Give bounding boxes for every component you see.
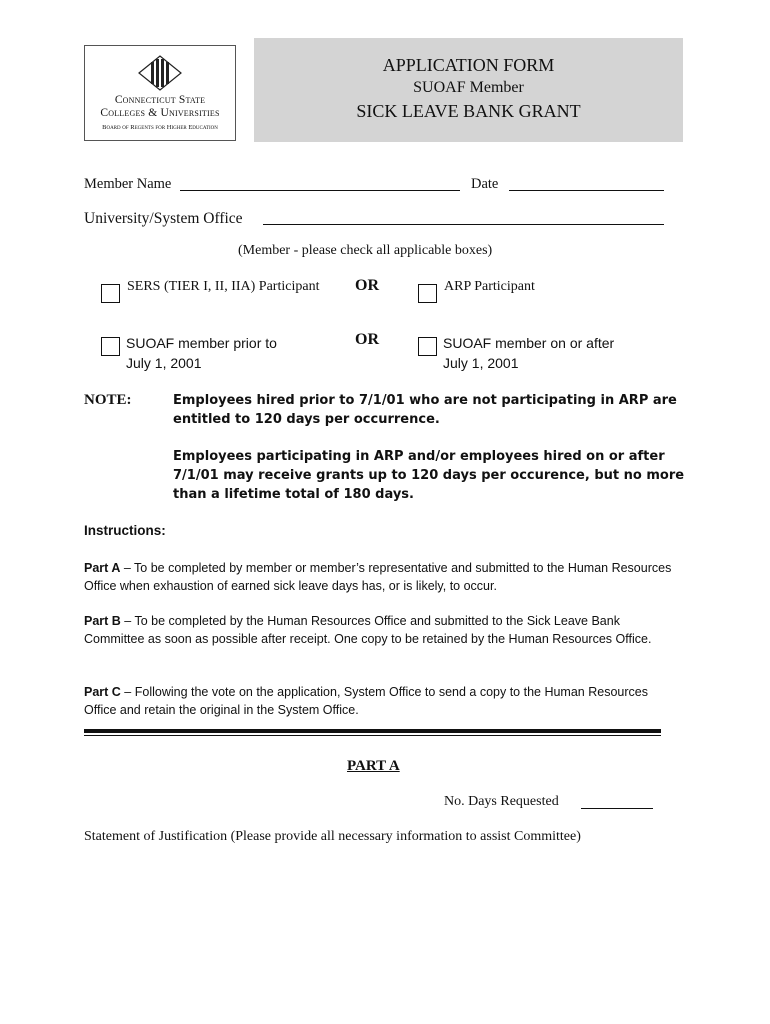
after-2001-line1: SUOAF member on or after <box>443 335 615 351</box>
part-b-instruction <box>84 613 679 648</box>
note-label: NOTE: <box>84 392 132 408</box>
justification-field[interactable] <box>84 852 664 1012</box>
logo-line2: Colleges & Universities <box>100 107 220 119</box>
part-a-title: PART A <box>347 758 400 774</box>
check-instruction: (Member - please check all applicable boxes) <box>238 243 493 258</box>
part-b-instruction-text: – To be completed by the Human Resources Office and submitted to the Sick Leave Bank Committee as soon as possible after receipt. One copy to be retained by the Human Resources Office. <box>84 614 652 646</box>
university-label: University/System Office <box>84 210 243 227</box>
logo-line3: Board of Regents for Higher Education <box>102 124 218 131</box>
part-a-instruction <box>84 560 679 595</box>
university-field[interactable] <box>263 224 664 225</box>
prior-2001-label <box>126 333 277 373</box>
note-paragraph-2: Employees participating in ARP and/or employees hired on or after 7/1/01 may receive grants up to 120 days per occurence, but no more than a lifetime total of 180 days. <box>173 449 685 502</box>
prior-2001-line1: SUOAF member prior to <box>126 335 277 351</box>
sers-checkbox[interactable] <box>101 284 120 303</box>
sers-label: SERS (TIER I, II, IIA) Participant <box>127 279 320 294</box>
part-c-instruction-text: – Following the vote on the application, System Office to send a copy to the Human Resources Office and retain the original in the System Office. <box>84 685 648 717</box>
part-a-instruction-label: Part A <box>84 561 121 575</box>
part-c-instruction <box>84 684 679 719</box>
date-label: Date <box>471 176 499 192</box>
days-requested-label: No. Days Requested <box>444 794 559 809</box>
form-title: APPLICATION FORM <box>382 55 555 75</box>
instructions-heading: Instructions: <box>84 523 166 538</box>
member-name-field[interactable] <box>180 190 460 191</box>
prior-2001-checkbox[interactable] <box>101 337 120 356</box>
part-a-instruction-text: – To be completed by member or member’s representative and submitted to the Human Resources Office when exhaustion of earned sick leave days has, or is likely, to occur. <box>84 561 672 593</box>
part-b-instruction-label: Part B <box>84 614 121 628</box>
or-label-1: OR <box>355 277 379 294</box>
form-grant-title: SICK LEAVE BANK GRANT <box>356 101 581 121</box>
days-requested-field[interactable] <box>581 808 653 809</box>
after-2001-line2: July 1, 2001 <box>443 355 519 371</box>
prior-2001-line2: July 1, 2001 <box>126 355 202 371</box>
note-paragraph-1: Employees hired prior to 7/1/01 who are not participating in ARP are entitled to 120 days per occurrence. <box>173 393 677 427</box>
form-subtitle: SUOAF Member <box>413 79 524 96</box>
logo-line1: Connecticut State <box>114 94 206 106</box>
member-name-label: Member Name <box>84 176 172 192</box>
after-2001-label <box>443 333 614 373</box>
form-header <box>254 38 683 142</box>
part-c-instruction-label: Part C <box>84 685 121 699</box>
date-field[interactable] <box>509 190 664 191</box>
arp-label: ARP Participant <box>444 279 535 294</box>
section-divider-thin <box>84 735 661 736</box>
justification-label: Statement of Justification (Please provide all necessary information to assist Committee) <box>84 829 581 844</box>
arp-checkbox[interactable] <box>418 284 437 303</box>
logo <box>84 45 236 141</box>
after-2001-checkbox[interactable] <box>418 337 437 356</box>
ccsu-emblem-icon <box>137 55 183 91</box>
or-label-2: OR <box>355 331 379 348</box>
section-divider-thick <box>84 729 661 733</box>
